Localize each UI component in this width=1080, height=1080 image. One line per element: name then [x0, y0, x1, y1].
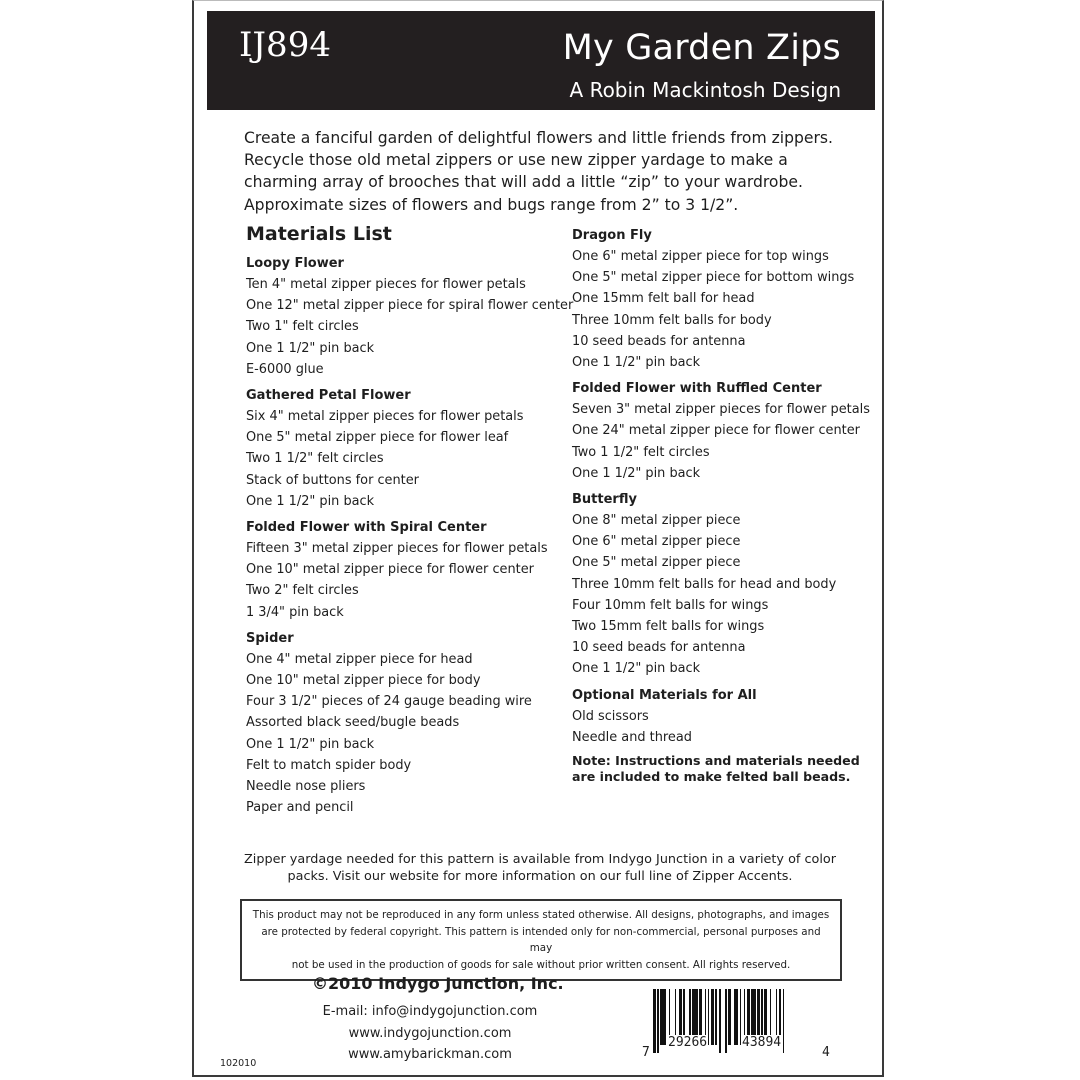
section-title: Folded Flower with Ruffled Center	[572, 381, 822, 397]
material-item: Two 1" felt circles	[246, 319, 359, 335]
material-item: 1 3/4" pin back	[246, 604, 344, 620]
material-item: One 1 1/2" pin back	[572, 661, 701, 677]
materials-section	[246, 628, 566, 819]
material-item: One 5" metal zipper piece for bottom wings	[572, 270, 855, 286]
material-item: One 12" metal zipper piece for spiral flower center	[246, 298, 574, 314]
material-item: Seven 3" metal zipper pieces for flower petals	[572, 402, 870, 418]
pattern-back-cover	[192, 0, 884, 1077]
intro-paragraph: Create a fanciful garden of delightful flowers and little friends from zippers. Recycle those old metal zippers or use new zipper yardage to make a charming array of brooches that will add a little “zip” to your wardrobe. Approximate sizes of flowers and bugs range from 2” to 3 1/2”.	[244, 129, 834, 214]
materials-heading: Materials List	[246, 223, 392, 245]
section-title: Gathered Petal Flower	[246, 388, 411, 404]
material-item: Four 10mm felt balls for wings	[572, 597, 769, 613]
materials-right-column	[572, 225, 882, 785]
material-item: One 15mm felt ball for head	[572, 291, 755, 307]
materials-left-column	[246, 223, 574, 823]
material-item: 10 seed beads for antenna	[572, 640, 746, 656]
material-item: Needle nose pliers	[246, 779, 366, 795]
material-item: Needle and thread	[572, 729, 692, 745]
header-banner	[207, 11, 875, 110]
designer-credit: A Robin Mackintosh Design	[569, 78, 841, 102]
barcode-left-digits: 29266	[668, 1035, 708, 1050]
note-line: are included to make felted ball beads.	[572, 769, 851, 785]
legal-line: are protected by federal copyright. This pattern is intended only for non-commercial, personal purposes and may	[261, 925, 821, 954]
materials-right-sections	[572, 225, 882, 748]
material-item: One 4" metal zipper piece for head	[246, 651, 473, 667]
barcode-space	[784, 989, 785, 1045]
materials-section	[572, 378, 882, 484]
yardage-line: packs. Visit our website for more information on our full line of Zipper Accents.	[287, 869, 793, 884]
material-item: Three 10mm felt balls for body	[572, 312, 772, 328]
material-item: One 1 1/2" pin back	[572, 355, 701, 371]
website-link: www.indygojunction.com	[348, 1025, 512, 1041]
material-item: Stack of buttons for center	[246, 472, 419, 488]
materials-section	[572, 685, 882, 748]
material-item: Four 3 1/2" pieces of 24 gauge beading wire	[246, 694, 532, 710]
material-item: Six 4" metal zipper pieces for flower petals	[246, 409, 524, 425]
material-item: Two 15mm felt balls for wings	[572, 619, 765, 635]
material-item: Two 1 1/2" felt circles	[572, 444, 710, 460]
publication-code: 102010	[220, 1058, 257, 1069]
felted-ball-note	[572, 753, 882, 785]
yardage-notice	[194, 851, 886, 885]
pattern-title: My Garden Zips	[562, 28, 841, 68]
note-line: Note: Instructions and materials needed	[572, 753, 860, 769]
copyright-notice: ©2010 Indygo Junction, Inc.	[312, 974, 564, 993]
barcode-check-digit: 4	[822, 1045, 830, 1060]
material-item: 10 seed beads for antenna	[572, 333, 746, 349]
pattern-code: IJ894	[239, 25, 331, 65]
material-item: One 6" metal zipper piece for top wings	[572, 249, 829, 264]
material-item: Felt to match spider body	[246, 757, 412, 773]
materials-section	[572, 225, 882, 373]
material-item: Two 2" felt circles	[246, 583, 359, 599]
upc-barcode	[641, 989, 831, 1069]
section-title: Dragon Fly	[572, 228, 652, 243]
materials-section	[246, 517, 566, 623]
material-item: Assorted black seed/bugle beads	[246, 715, 460, 731]
material-item: E-6000 glue	[246, 361, 324, 377]
materials-section	[246, 385, 566, 512]
contact-info	[298, 1001, 562, 1066]
section-title: Butterfly	[572, 492, 637, 508]
material-item: One 1 1/2" pin back	[572, 465, 701, 481]
legal-line: This product may not be reproduced in any form unless stated otherwise. All designs, photographs, and images	[252, 909, 830, 921]
email-address: E-mail: info@indygojunction.com	[322, 1004, 538, 1019]
material-item: Ten 4" metal zipper pieces for flower petals	[246, 277, 526, 292]
materials-section	[572, 489, 882, 680]
website-link: www.amybarickman.com	[348, 1047, 512, 1062]
material-item: Fifteen 3" metal zipper pieces for flower petals	[246, 541, 548, 557]
legal-line: not be used in the production of goods for sale without prior written consent. All rights reserved.	[291, 958, 791, 971]
materials-left-sections	[246, 253, 574, 818]
material-item: One 5" metal zipper piece for flower leaf	[246, 430, 509, 446]
material-item: One 10" metal zipper piece for body	[246, 673, 481, 689]
section-title: Loopy Flower	[246, 256, 344, 271]
material-item: Two 1 1/2" felt circles	[246, 451, 384, 467]
barcode-first-digit: 7	[642, 1045, 650, 1060]
materials-section	[246, 253, 574, 380]
material-item: One 24" metal zipper piece for flower center	[572, 423, 860, 439]
section-title: Spider	[246, 630, 294, 646]
material-item: One 5" metal zipper piece	[572, 555, 741, 571]
material-item: One 6" metal zipper piece	[572, 534, 741, 550]
material-item: One 1 1/2" pin back	[246, 340, 375, 356]
section-title: Optional Materials for All	[572, 687, 757, 703]
material-item: Paper and pencil	[246, 800, 354, 816]
material-item: One 1 1/2" pin back	[246, 493, 375, 509]
copyright-disclaimer-box	[240, 899, 842, 981]
material-item: Three 10mm felt balls for head and body	[572, 576, 837, 592]
yardage-line: Zipper yardage needed for this pattern is available from Indygo Junction in a variety of color	[244, 852, 836, 867]
material-item: One 8" metal zipper piece	[572, 513, 741, 529]
section-title: Folded Flower with Spiral Center	[246, 520, 487, 536]
barcode-right-digits: 43894	[742, 1035, 782, 1050]
material-item: Old scissors	[572, 708, 649, 724]
material-item: One 1 1/2" pin back	[246, 736, 375, 752]
material-item: One 10" metal zipper piece for flower center	[246, 562, 534, 578]
